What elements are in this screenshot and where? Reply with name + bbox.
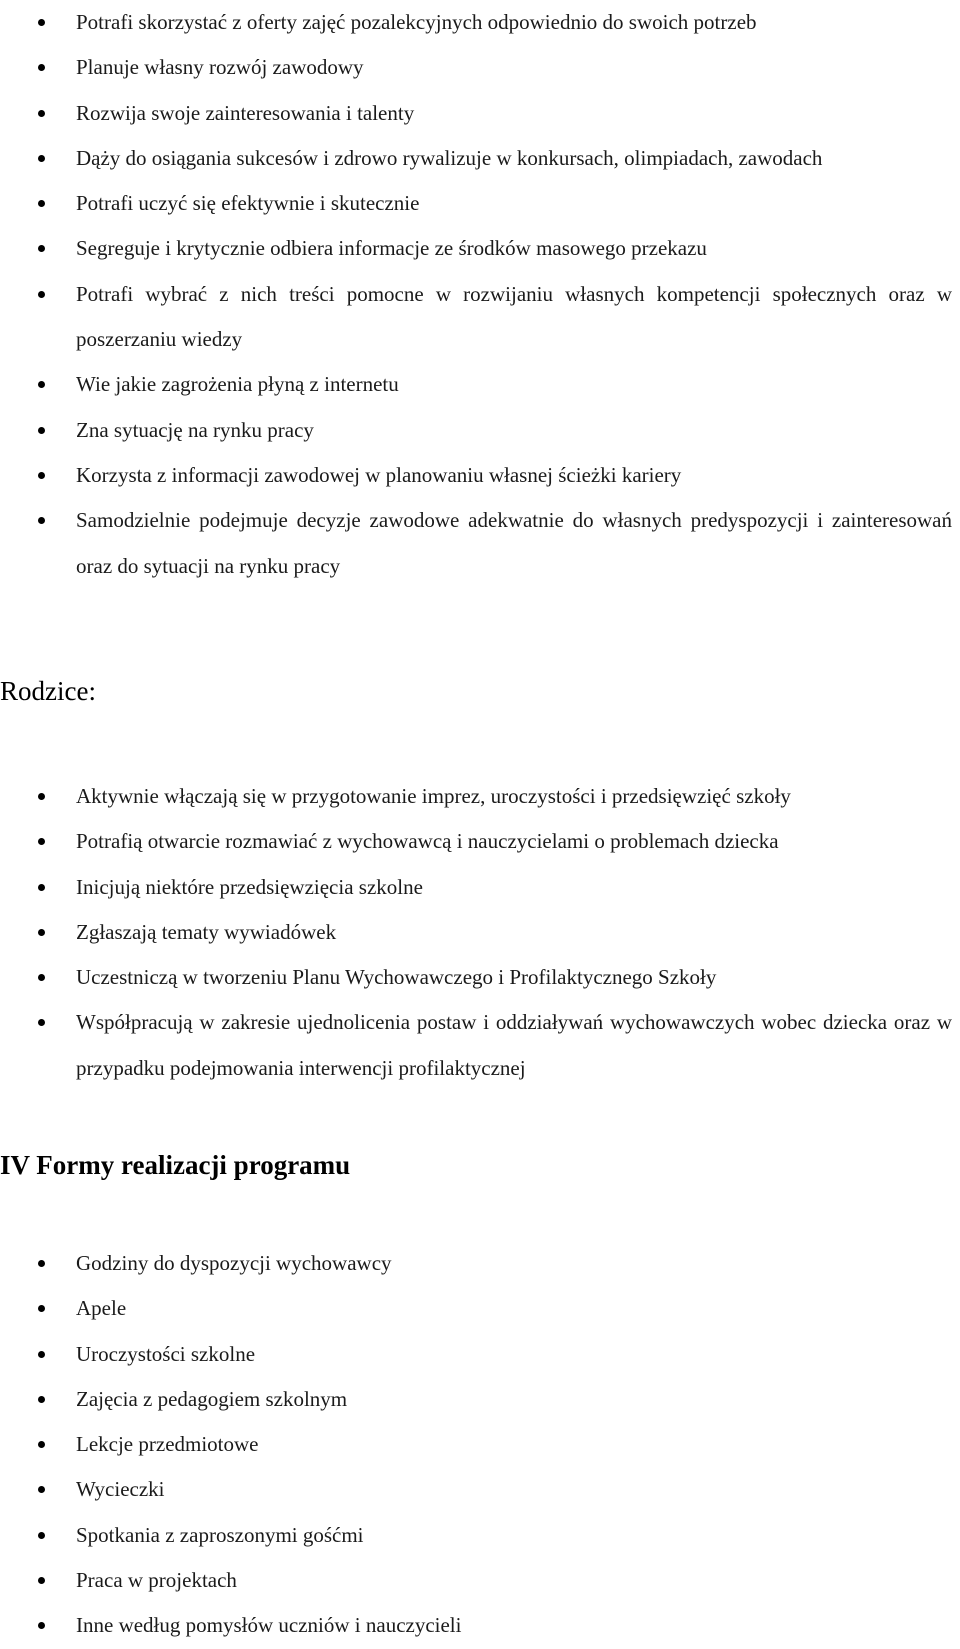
list-item-text: Współpracują w zakresie ujednolicenia postaw i oddziaływań wychowawczych wobec dziecka oraz w przypadku podejmowania interwencji profilaktycznej (76, 1010, 952, 1080)
bullet-icon (38, 1351, 45, 1358)
list-item-text: Zajęcia z pedagogiem szkolnym (76, 1386, 348, 1411)
list-item-text: Lekcje przedmiotowe (76, 1432, 259, 1457)
bullet-icon (38, 110, 45, 117)
list-item-text: Potrafi uczyć się efektywnie i skutecznie (76, 191, 420, 216)
list-item (0, 910, 960, 955)
list-item-text: Inicjują niektóre przedsięwzięcia szkolne (76, 874, 423, 899)
list-item (0, 362, 960, 407)
bullet-icon (38, 1532, 45, 1539)
list-item (0, 1286, 960, 1331)
bullet-icon (38, 838, 45, 845)
list-item-text: Samodzielnie podejmuje decyzje zawodowe adekwatnie do własnych predyspozycji i zainteresowań oraz do sytuacji na rynku pracy (76, 508, 952, 578)
bullet-icon (38, 884, 45, 891)
bullet-icon (38, 381, 45, 388)
list-item-text: Potrafią otwarcie rozmawiać z wychowawcą i nauczycielami o problemach dziecka (76, 829, 779, 854)
list-item-text: Inne według pomysłów uczniów i nauczycieli (76, 1613, 462, 1638)
list-item-text: Segreguje i krytycznie odbiera informacje ze środków masowego przekazu (76, 236, 707, 261)
list-item (0, 272, 960, 363)
list-item (0, 0, 960, 45)
list-item (0, 226, 960, 271)
program-forms-list (0, 1241, 960, 1649)
bullet-icon (38, 19, 45, 26)
bullet-icon (38, 793, 45, 800)
bullet-icon (38, 1305, 45, 1312)
student-outcomes-list (0, 0, 960, 589)
list-item-text: Dąży do osiągania sukcesów i zdrowo rywalizuje w konkursach, olimpiadach, zawodach (76, 145, 823, 170)
bullet-icon (38, 1019, 45, 1026)
list-item (0, 1603, 960, 1648)
list-item-text: Planuje własny rozwój zawodowy (76, 55, 364, 80)
bullet-icon (38, 1486, 45, 1493)
bullet-icon (38, 155, 45, 162)
list-item (0, 408, 960, 453)
list-item (0, 1467, 960, 1512)
section-heading-parents: Rodzice: (0, 676, 96, 706)
bullet-icon (38, 517, 45, 524)
list-item (0, 819, 960, 864)
list-item (0, 865, 960, 910)
list-item-text: Korzysta z informacji zawodowej w planowaniu własnej ścieżki kariery (76, 462, 682, 487)
list-item-text: Apele (76, 1296, 127, 1321)
bullet-icon (38, 1441, 45, 1448)
list-item-text: Potrafi skorzystać z oferty zajęć pozalekcyjnych odpowiednio do swoich potrzeb (76, 10, 757, 34)
list-item (0, 1422, 960, 1467)
bullet-icon (38, 1622, 45, 1629)
list-item (0, 955, 960, 1000)
bullet-icon (38, 472, 45, 479)
list-item (0, 1558, 960, 1603)
bullet-icon (38, 64, 45, 71)
list-item (0, 45, 960, 90)
list-item-text: Uroczystości szkolne (76, 1341, 256, 1366)
bullet-icon (38, 200, 45, 207)
list-item (0, 136, 960, 181)
bullet-icon (38, 427, 45, 434)
list-item (0, 1241, 960, 1286)
list-item-text: Uczestniczą w tworzeniu Planu Wychowawczego i Profilaktycznego Szkoły (76, 965, 717, 990)
list-item-text: Wie jakie zagrożenia płyną z internetu (76, 372, 399, 397)
list-item-text: Zgłaszają tematy wywiadówek (76, 919, 337, 944)
list-item-text: Zna sytuację na rynku pracy (76, 417, 314, 442)
bullet-icon (38, 974, 45, 981)
list-item-text: Wycieczki (76, 1477, 165, 1502)
bullet-icon (38, 1577, 45, 1584)
list-item (0, 774, 960, 819)
bullet-icon (38, 291, 45, 298)
bullet-icon (38, 1396, 45, 1403)
list-item (0, 1377, 960, 1422)
list-item-text: Aktywnie włączają się w przygotowanie imprez, uroczystości i przedsięwzięć szkoły (76, 784, 791, 808)
list-item-text: Potrafi wybrać z nich treści pomocne w rozwijaniu własnych kompetencji społecznych oraz w poszerzaniu wiedzy (76, 281, 952, 352)
list-item (0, 498, 960, 589)
list-item (0, 1513, 960, 1558)
list-item-text: Godziny do dyspozycji wychowawcy (76, 1251, 392, 1275)
list-item (0, 453, 960, 498)
bullet-icon (38, 245, 45, 252)
list-item-text: Spotkania z zaproszonymi gośćmi (76, 1522, 364, 1547)
list-item (0, 91, 960, 136)
list-item (0, 181, 960, 226)
bullet-icon (38, 929, 45, 936)
list-item-text: Praca w projektach (76, 1568, 237, 1593)
bullet-icon (38, 1260, 45, 1267)
list-item-text: Rozwija swoje zainteresowania i talenty (76, 100, 415, 125)
list-item (0, 1332, 960, 1377)
section-heading-forms: IV Formy realizacji programu (0, 1150, 351, 1180)
parent-outcomes-list (0, 774, 960, 1091)
list-item (0, 1000, 960, 1091)
